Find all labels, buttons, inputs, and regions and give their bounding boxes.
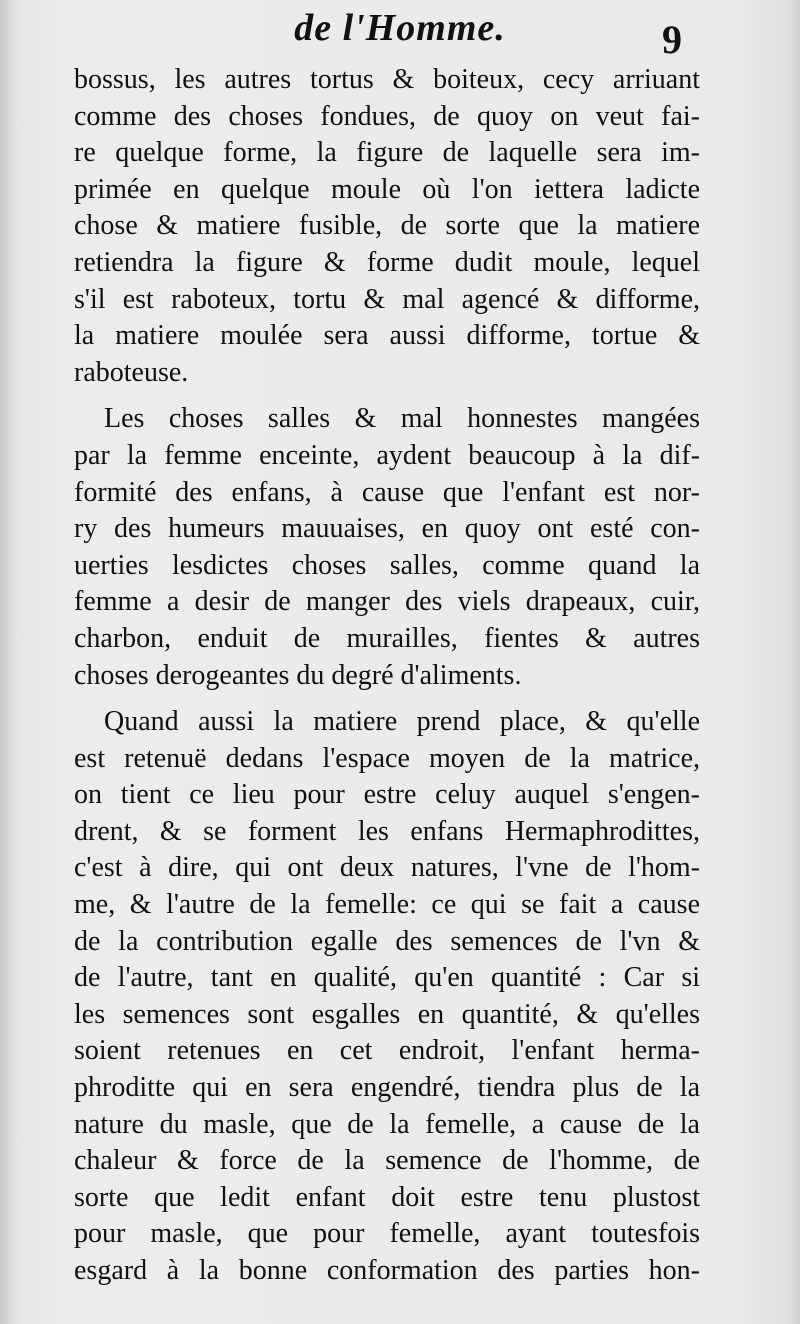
text-line: chose & matiere fusible, de sorte que la matiere: [74, 210, 700, 242]
text-line: me, & l'autre de la femelle: ce qui se fait a cause: [74, 889, 700, 921]
text-line: formité des enfans, à cause que l'enfant est nor-: [74, 476, 700, 508]
text-line: raboteuse.: [74, 356, 189, 388]
text-line: nature du masle, que de la femelle, a cause de la: [74, 1108, 700, 1140]
text-line: est retenuë dedans l'espace moyen de la matrice,: [74, 742, 700, 774]
running-head: de l'Homme.: [294, 7, 506, 49]
text-line: choses derogeantes du degré d'aliments.: [74, 659, 522, 691]
text-line: esgard à la bonne conformation des parties hon-: [74, 1255, 700, 1286]
text-line: primée en quelque moule où l'on iettera ladicte: [74, 173, 700, 205]
text-line: les semences sont esgalles en quantité, & qu'elles: [74, 998, 700, 1030]
text-line: re quelque forme, la figure de laquelle sera im-: [74, 137, 700, 169]
text-line: drent, & se forment les enfans Hermaphrodittes,: [74, 815, 700, 847]
text-line: bossus, les autres tortus & boiteux, cecy arriuant: [74, 64, 700, 95]
text-line: sorte que ledit enfant doit estre tenu plustost: [74, 1181, 700, 1213]
text-line: on tient ce lieu pour estre celuy auquel s'engen-: [74, 779, 700, 811]
paragraph-3: [74, 704, 700, 1290]
paragraph-2: [74, 401, 700, 694]
text-line: comme des choses fondues, de quoy on veut fai-: [74, 100, 700, 132]
text-line: s'il est raboteux, tortu & mal agencé & difforme,: [74, 283, 700, 315]
body-text: [74, 62, 700, 1290]
text-line: chaleur & force de la semence de l'homme, de: [74, 1145, 700, 1177]
text-line: Quand aussi la matiere prend place, & qu'elle: [104, 706, 700, 738]
text-line: la matiere moulée sera aussi difforme, tortue &: [74, 320, 700, 352]
paragraph-1: [74, 62, 700, 391]
text-line: femme a desir de manger des viels drapeaux, cuir,: [74, 586, 700, 618]
text-line: Les choses salles & mal honnestes mangées: [104, 403, 700, 435]
text-line: pour masle, que pour femelle, ayant toutesfois: [74, 1218, 700, 1250]
text-line: c'est à dire, qui ont deux natures, l'vne de l'hom-: [74, 852, 700, 884]
text-line: de l'autre, tant en qualité, qu'en quantité : Car si: [74, 962, 700, 994]
text-line: soient retenues en cet endroit, l'enfant herma-: [74, 1035, 700, 1067]
page-number: 9: [662, 17, 682, 62]
text-line: ry des humeurs mauuaises, en quoy ont esté con-: [74, 513, 700, 545]
text-line: charbon, enduit de murailles, fientes & autres: [74, 622, 700, 654]
text-line: uerties lesdictes choses salles, comme quand la: [74, 549, 700, 581]
text-line: retiendra la figure & forme dudit moule, lequel: [74, 246, 700, 278]
text-line: de la contribution egalle des semences de l'vn &: [74, 925, 700, 957]
text-line: phroditte qui en sera engendré, tiendra plus de la: [74, 1072, 700, 1104]
text-line: par la femme enceinte, aydent beaucoup à la dif-: [74, 439, 700, 471]
